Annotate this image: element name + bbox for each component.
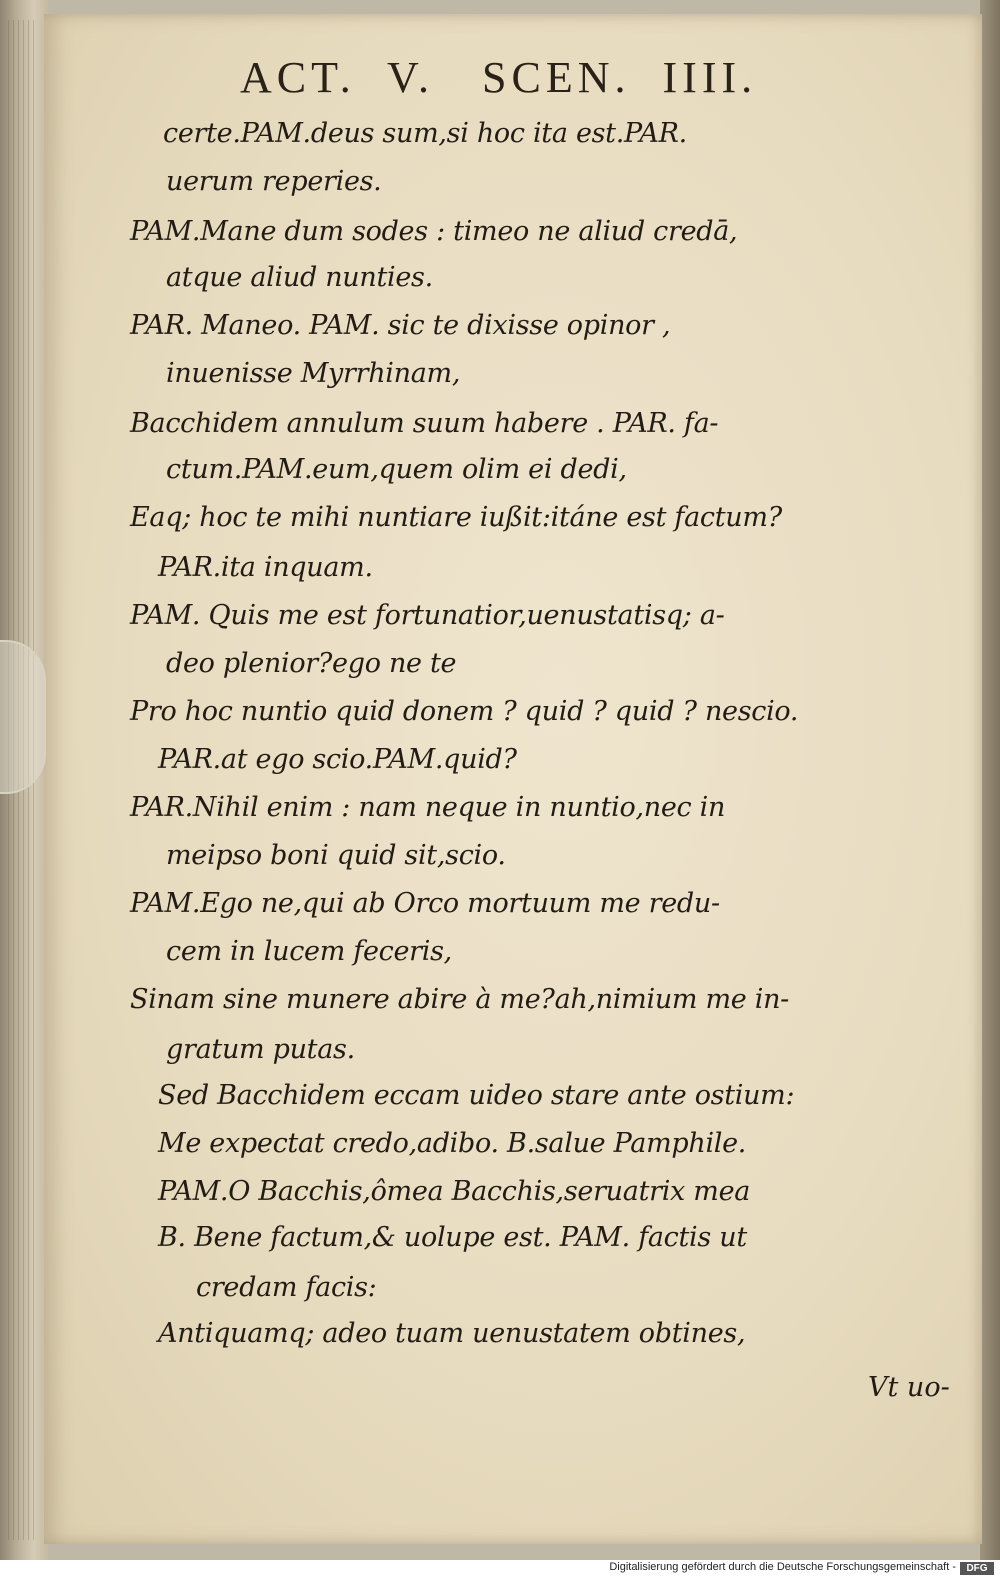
text-line: atque aliud nunties. [166, 262, 433, 293]
text-line: cem in lucem feceris, [166, 936, 452, 967]
text-line: PAR. Maneo. PAM. sic te dixisse opinor , [130, 310, 671, 341]
page-clip [0, 640, 46, 794]
text-line: ctum.PAM.eum,quem olim ei dedi, [166, 454, 627, 485]
text-line: gratum putas. [166, 1034, 355, 1065]
text-line: Pro hoc nuntio quid donem ? quid ? quid ? nescio. [130, 696, 799, 727]
text-line: certe.PAM.deus sum,si hoc ita est.PAR. [163, 118, 687, 149]
text-line: PAR.ita inquam. [158, 552, 373, 583]
text-line: Me expectat credo,adibo. B.salue Pamphile. [158, 1128, 747, 1159]
text-line: PAR.Nihil enim : nam neque in nuntio,nec in [130, 792, 726, 823]
text-line: PAM.Ego ne,qui ab Orco mortuum me redu- [130, 888, 720, 919]
text-line: PAM.Mane dum sodes : timeo ne aliud credā, [130, 216, 738, 247]
text-line: PAM. Quis me est fortunatior,uenustatisq; a- [130, 600, 725, 631]
page-header: ACT. V. SCEN. IIII. [240, 53, 758, 102]
text-line: B. Bene factum,& uolupe est. PAM. factis ut [158, 1222, 747, 1253]
text-line: PAR.at ego scio.PAM.quid? [158, 744, 517, 775]
text-line: Sinam sine munere abire à me?ah,nimium me in- [130, 984, 790, 1015]
book-right-edge [980, 0, 1000, 1560]
catchword: Vt uo- [868, 1372, 950, 1403]
text-line: credam facis: [196, 1272, 377, 1303]
dfg-logo: DFG [960, 1562, 994, 1575]
text-line: Eaq; hoc te mihi nuntiare iußit:itáne est factum? [130, 502, 782, 533]
text-line: inuenisse Myrrhinam, [166, 358, 461, 389]
text-line: uerum reperies. [166, 166, 382, 197]
text-line: Antiquamq; adeo tuam uenustatem obtines, [158, 1318, 746, 1349]
text-line: Bacchidem annulum suum habere . PAR. fa- [130, 408, 719, 439]
text-line: deo plenior?ego ne te [166, 648, 457, 679]
text-line: meipso boni quid sit,scio. [166, 840, 506, 871]
text-line: Sed Bacchidem eccam uideo stare ante ostium: [158, 1080, 795, 1111]
footer-credit: Digitalisierung gefördert durch die Deutsche Forschungsgemeinschaft - [609, 1561, 956, 1573]
text-line: PAM.O Bacchis,ômea Bacchis,seruatrix mea [158, 1176, 751, 1207]
